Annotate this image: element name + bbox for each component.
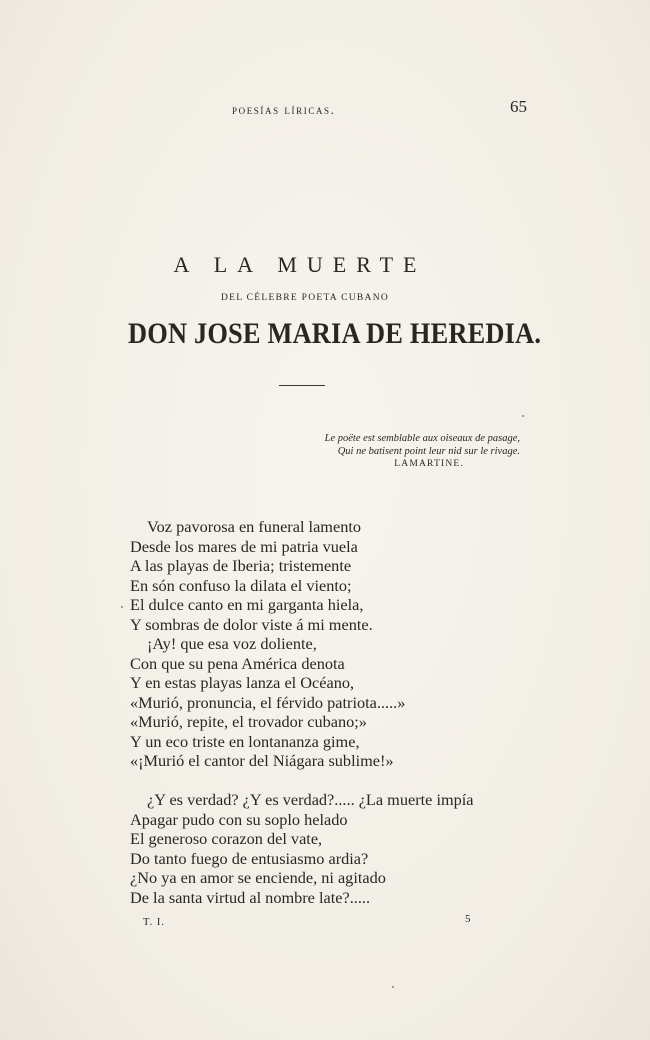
poem-title: A LA MUERTE <box>173 252 427 277</box>
paper-speck <box>392 986 394 988</box>
verse-line: A las playas de Iberia; tristemente <box>130 556 352 575</box>
signature-mark: T. I. <box>143 917 166 928</box>
epigraph-line: Qui ne batisent point leur nid sur le rivage. <box>337 446 520 457</box>
verse-line: De la santa virtud al nombre late?..... <box>130 887 371 907</box>
verse-line: ¡Ay! que esa voz doliente, <box>147 634 317 653</box>
verse-line: ¿No ya en amor se enciende, ni agitado <box>130 868 386 887</box>
signature-number: 5 <box>465 913 471 925</box>
page-number: 65 <box>510 97 527 116</box>
verse-line: Do tanto fuego de entusiasmo ardia? <box>130 848 369 868</box>
verse-line: Y un eco triste en lontananza gime, <box>130 731 360 751</box>
epigraph-author: LAMARTINE. <box>394 459 464 469</box>
verse-line: El dulce canto en mi garganta hiela, <box>130 595 364 614</box>
verse-line: En són confuso la dilata el viento; <box>130 575 352 595</box>
verse-line: Desde los mares de mi patria vuela <box>130 536 358 556</box>
running-head: poesías líricas. <box>232 103 336 117</box>
epigraph <box>250 432 520 471</box>
paper-speck <box>522 415 524 417</box>
verse-line: Con que su pena América denota <box>130 653 345 673</box>
verse-line: «Murió, repite, el trovador cubano;» <box>130 712 367 731</box>
verse-line: Y sombras de dolor viste á mi mente. <box>130 614 373 634</box>
verse-line: El generoso corazon del vate, <box>130 829 323 848</box>
stanza-1 <box>130 517 405 771</box>
paper-speck <box>121 606 123 608</box>
verse-line: «Murió, pronuncia, el férvido patriota.....» <box>130 692 406 712</box>
verse-line: ¿Y es verdad? ¿Y es verdad?..... ¿La muerte impía <box>147 790 474 809</box>
verse-line: «¡Murió el cantor del Niágara sublime!» <box>130 751 394 770</box>
verse-line: Apagar pudo con su soplo helado <box>130 809 348 829</box>
stanza-2 <box>130 790 474 907</box>
poem-subtitle: DEL CÉLEBRE POETA CUBANO <box>220 293 390 303</box>
epigraph-line: Le poëte est semblable aux oiseaux de pasage, <box>324 433 520 444</box>
verse-line: Voz pavorosa en funeral lamento <box>147 517 361 536</box>
poem-dedicatee: DON JOSE MARIA DE HEREDIA. <box>128 317 542 350</box>
title-rule <box>279 385 325 386</box>
verse-line: Y en estas playas lanza el Océano, <box>130 673 355 692</box>
